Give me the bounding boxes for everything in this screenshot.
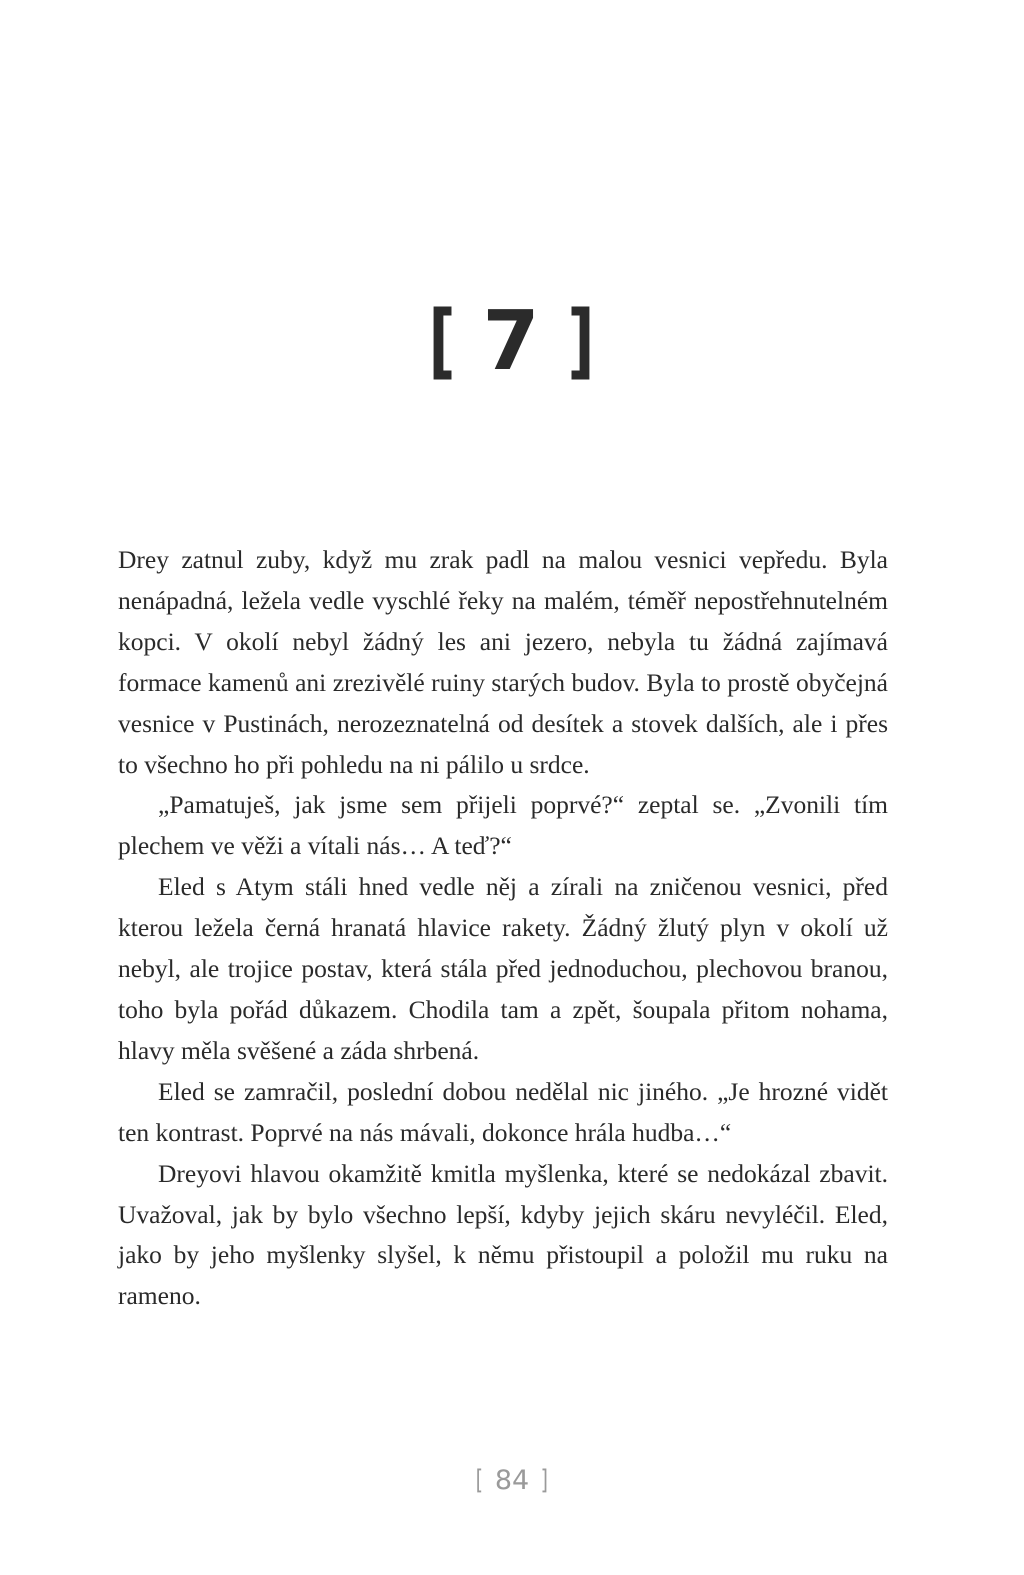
chapter-body-text	[118, 540, 888, 1317]
paragraph: Dreyovi hlavou okamžitě kmitla myšlenka, které se nedokázal zbavit. Uvažoval, jak by bylo všechno lepší, kdyby jejich skáru nevyléčil. Eled, jako by jeho myšlenky slyšel, k němu přistoupil a položil mu ruku na rameno.	[118, 1158, 888, 1311]
folio-bracket-open: [	[475, 1465, 484, 1496]
paragraph: Eled s Atym stáli hned vedle něj a zírali na zničenou vesnici, před kterou ležela černá hranatá hlavice rakety. Žádný žlutý plyn v okolí už nebyl, ale trojice postav, která stála před jednoduchou, plechovou branou, toho byla pořád důkazem. Chodila tam a zpět, šoupala přitom nohama, hlavy měla svěšené a záda shrbená.	[118, 872, 888, 1065]
page-number: 84	[494, 1465, 530, 1496]
folio-bracket-close: ]	[540, 1465, 549, 1496]
paragraph: Drey zatnul zuby, když mu zrak padl na malou vesnici vepředu. Byla nenápadná, ležela vedle vyschlé řeky na malém, téměř nepostřehnutelném kopci. V okolí nebyl žádný les ani jezero, nebyla tu žádná zajímavá formace kamenů ani zrezivělé ruiny starých budov. Byla to prostě obyčejná vesnice v Pustinách, nerozeznatelná od desítek a stovek dalších, ale i přes to všechno ho při pohledu na ni pálilo u srdce.	[118, 545, 888, 779]
page-folio	[0, 1461, 1024, 1501]
paragraph: Eled se zamračil, poslední dobou nedělal nic jiného. „Je hrozné vidět ten kontrast. Poprvé na nás mávali, dokonce hrála hudba…“	[118, 1076, 888, 1147]
paragraph: „Pamatuješ, jak jsme sem přijeli poprvé?“ zeptal se. „Zvonili tím plechem ve věži a vítali nás… A teď?“	[118, 790, 888, 861]
chapter-bracket-open: [	[428, 294, 457, 389]
chapter-heading	[0, 296, 1024, 388]
chapter-bracket-close: ]	[567, 294, 596, 389]
chapter-number: 7	[482, 294, 542, 389]
